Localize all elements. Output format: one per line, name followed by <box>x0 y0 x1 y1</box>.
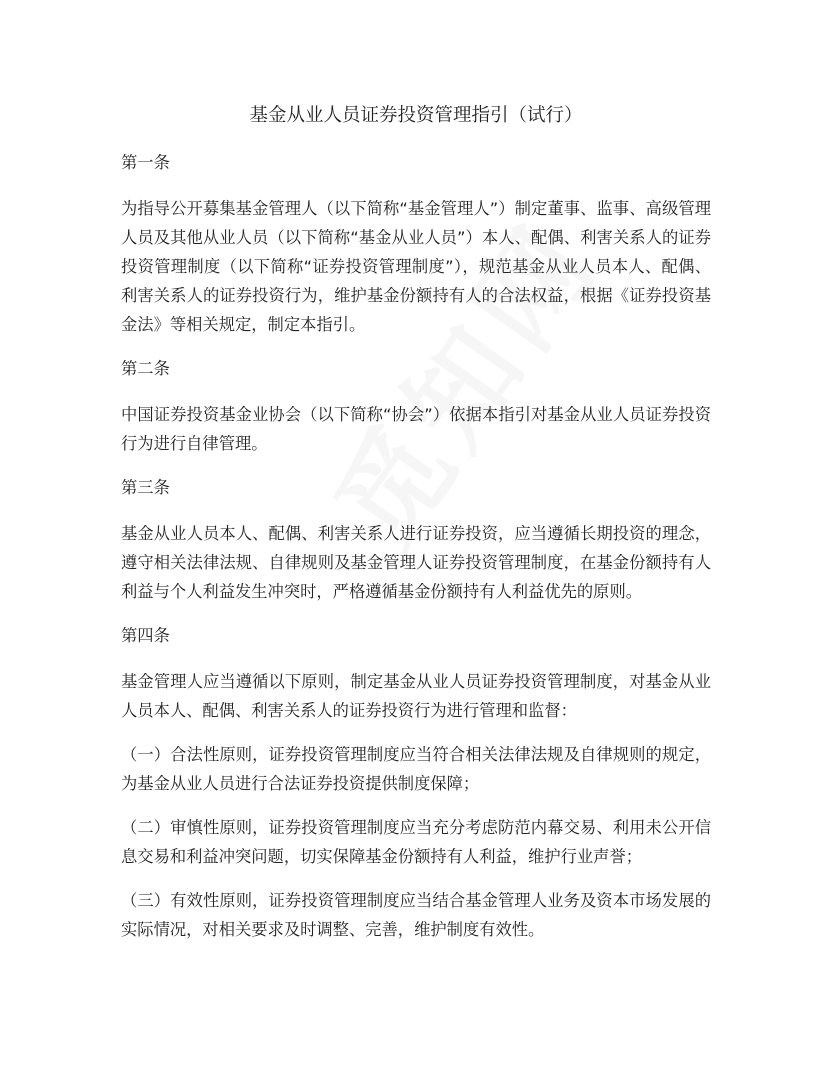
document-page <box>121 101 711 959</box>
article-heading-2: 第二条 <box>121 359 170 378</box>
article-4-item-1: （一）合法性原则，证券投资管理制度应当符合相关法律法规及自律规则的规定，为基金从业人员进行合法证券投资提供制度保障； <box>121 745 711 793</box>
article-heading-4: 第四条 <box>121 626 170 645</box>
article-2-paragraph: 中国证券投资基金业协会（以下简称“协会”）依据本指引对基金从业人员证券投资行为进行自律管理。 <box>121 405 711 453</box>
article-heading-3: 第三条 <box>121 478 170 497</box>
article-4-item-3: （三）有效性原则，证券投资管理制度应当结合基金管理人业务及资本市场发展的实际情况，对相关要求及时调整、完善，维护制度有效性。 <box>121 891 711 939</box>
article-4-item-2: （二）审慎性原则，证券投资管理制度应当充分考虑防范内幕交易、利用未公开信息交易和利益冲突问题，切实保障基金份额持有人利益，维护行业声誉； <box>121 818 711 866</box>
article-4-paragraph: 基金管理人应当遵循以下原则，制定基金从业人员证券投资管理制度，对基金从业人员本人、配偶、利害关系人的证券投资行为进行管理和监督： <box>121 672 711 720</box>
article-1-paragraph: 为指导公开募集基金管理人（以下简称“基金管理人”）制定董事、监事、高级管理人员及其他从业人员（以下简称“基金从业人员”）本人、配偶、利害关系人的证券投资管理制度（以下简称“证券投资管理制度”），规范基金从业人员本人、配偶、利害关系人的证券投资行为，维护基金份额持有人的合法权益，根据《证券投资基金法》等相关规定，制定本指引。 <box>121 199 711 334</box>
document-title: 基金从业人员证券投资管理指引（试行） <box>249 105 583 126</box>
article-heading-1: 第一条 <box>121 153 170 172</box>
article-3-paragraph: 基金从业人员本人、配偶、利害关系人进行证券投资，应当遵循长期投资的理念，遵守相关法律法规、自律规则及基金管理人证券投资管理制度，在基金份额持有人利益与个人利益发生冲突时，严格遵循基金份额持有人利益优先的原则。 <box>121 524 711 601</box>
